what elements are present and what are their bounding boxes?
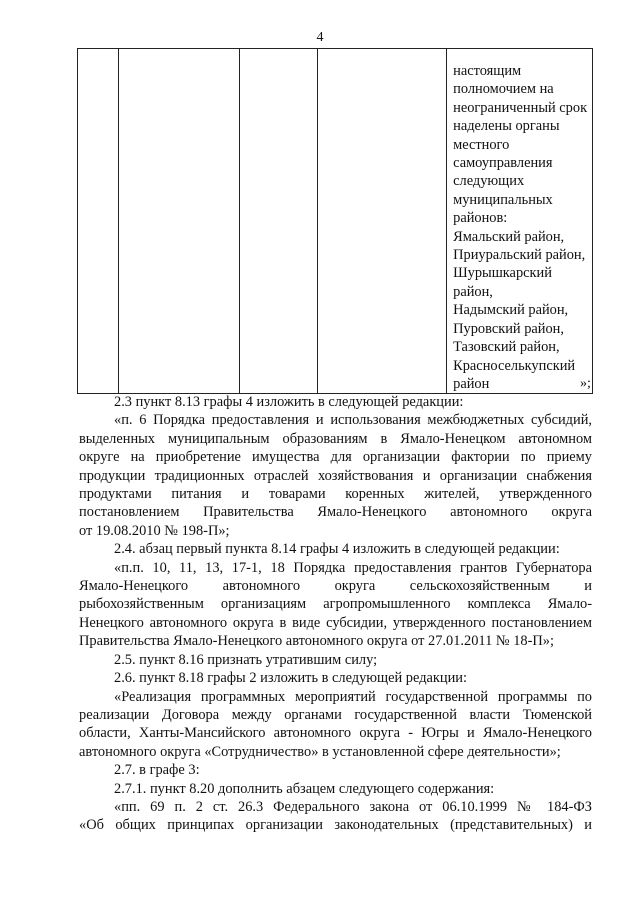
document-body — [79, 393, 592, 835]
cell-line: муниципальных — [453, 191, 553, 208]
cell-line: район — [453, 375, 490, 392]
text-line: Ненецкого автономного округа в виде субсидии, утвержденного постановлением — [79, 614, 592, 631]
continuation-table — [77, 48, 593, 394]
cell-line: Приуральский район, — [453, 247, 586, 264]
cell-line: Ямальский район, — [453, 228, 565, 245]
text-line: 2.7.1. пункт 8.20 дополнить абзацем следующего содержания: — [114, 780, 495, 797]
cell-line: местного — [453, 136, 510, 153]
table-cell-col3 — [239, 49, 317, 394]
text-line: 2.4. абзац первый пункта 8.14 графы 4 изложить в следующей редакции: — [114, 541, 560, 558]
text-line: 2.5. пункт 8.16 признать утратившим силу; — [114, 651, 378, 668]
cell-line: следующих — [453, 173, 525, 190]
cell-line: неограниченный срок — [453, 99, 588, 116]
text-line: автономного округа «Сотрудничество» в установленной сфере деятельности»; — [79, 743, 561, 760]
cell-line: Пуровский район, — [453, 320, 564, 337]
quote-close: »; — [580, 376, 591, 391]
cell-line: настоящим — [453, 63, 522, 79]
text-line: выделенных муниципальным образованиям в Ямало-Ненецком автономном — [79, 430, 592, 447]
text-line: округе на приобретение имущества для организации фактории по приему — [79, 449, 592, 466]
cell-line: район, — [453, 283, 493, 300]
text-line: постановлением Правительства Ямало-Ненецкого автономного округа — [79, 504, 592, 521]
text-line: «Реализация программных мероприятий государственной программы по — [114, 688, 592, 705]
text-line: реализации Договора между органами государственной власти Тюменской — [79, 706, 592, 723]
cell-line: наделены органы — [453, 118, 560, 135]
table-cell-col2 — [118, 49, 239, 394]
text-line: Ямало-Ненецкого автономного округа сельскохозяйственным и — [79, 578, 592, 595]
text-line: от 19.08.2010 № 198-П»; — [79, 522, 230, 539]
page-number: 4 — [316, 30, 324, 45]
text-line: продукции традиционных отраслей хозяйствования и организации снабжения — [79, 467, 592, 484]
cell-line: Шурышкарский — [453, 265, 552, 282]
cell-line: районов: — [453, 210, 508, 227]
table-cell-col5 — [447, 49, 593, 394]
text-line: «пп. 69 п. 2 ст. 26.3 Федерального закона от 06.10.1999 № 184-ФЗ — [114, 798, 592, 815]
text-line: продуктами питания и товарами коренных жителей, утвержденного — [79, 486, 592, 503]
cell-line: Надымский район, — [453, 302, 569, 319]
text-line: рыбохозяйственным организациям агропромышленного комплекса Ямало- — [79, 596, 592, 613]
table-cell-col1 — [78, 49, 119, 394]
text-line: 2.7. в графе 3: — [114, 762, 200, 779]
text-line: 2.3 пункт 8.13 графы 4 изложить в следующей редакции: — [114, 394, 464, 410]
text-line: 2.6. пункт 8.18 графы 2 изложить в следующей редакции: — [114, 670, 468, 687]
text-line: Правительства Ямало-Ненецкого автономного округа от 27.01.2011 № 18-П»; — [79, 633, 554, 650]
cell-line: Красноселькупский — [453, 357, 576, 374]
text-line: «Об общих принципах организации законодательных (представительных) и — [79, 817, 592, 834]
table-cell-col4 — [318, 49, 447, 394]
text-line: области, Ханты-Мансийского автономного округа - Югры и Ямало-Ненецкого — [79, 725, 592, 742]
cell-line: полномочием на — [453, 81, 554, 98]
text-line: «п. 6 Порядка предоставления и использования межбюджетных субсидий, — [114, 412, 592, 429]
text-line: «п.п. 10, 11, 13, 17-1, 18 Порядка предоставления грантов Губернатора — [114, 559, 592, 576]
cell-line: Тазовский район, — [453, 339, 560, 356]
cell-line: самоуправления — [453, 155, 553, 172]
